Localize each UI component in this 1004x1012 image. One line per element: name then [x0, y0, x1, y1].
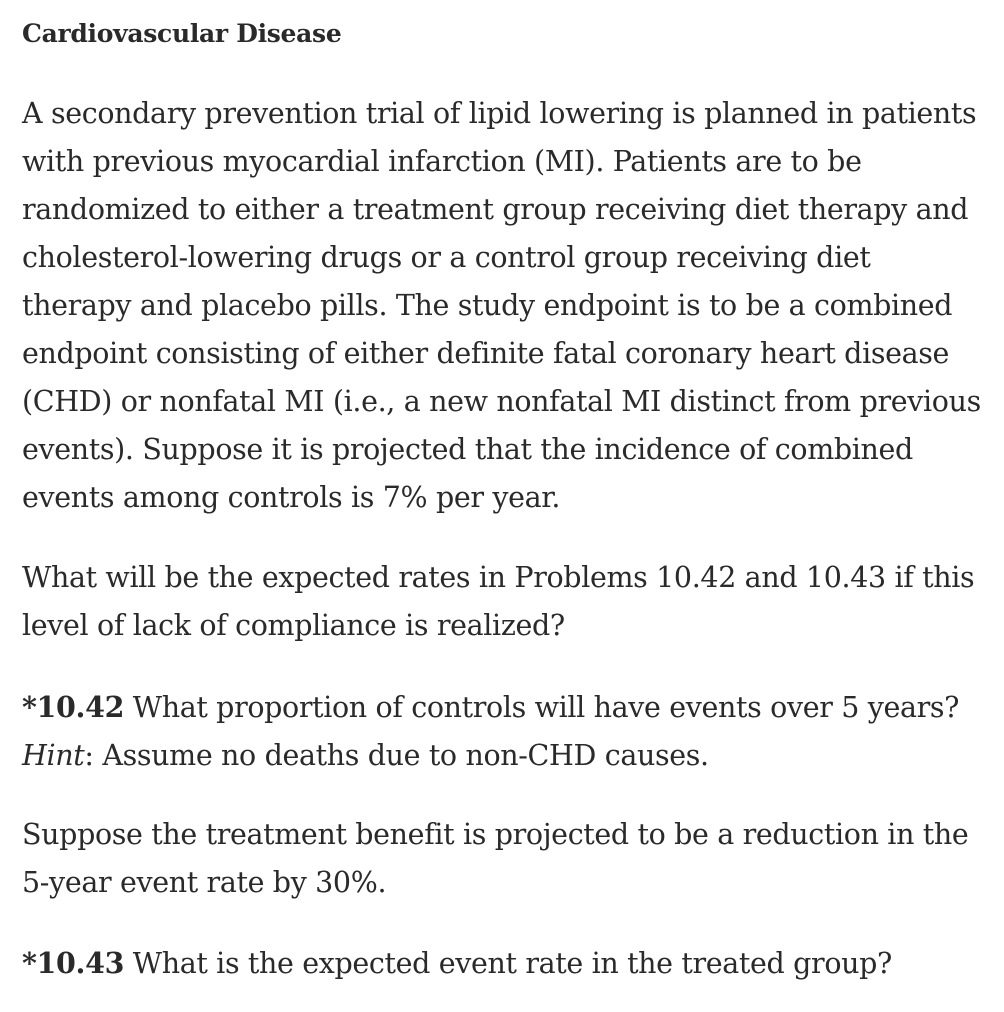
problem-10-43 — [22, 939, 984, 988]
section-heading: Cardiovascular Disease — [22, 19, 342, 48]
question-paragraph: What will be the expected rates in Problems 10.42 and 10.43 if this level of lack of compliance is realized? — [22, 561, 975, 642]
problem-number: *10.43 — [22, 946, 125, 980]
problem-number: *10.42 — [22, 690, 125, 724]
problem-text: What is the expected event rate in the treated group? — [124, 947, 892, 980]
problem-text: What proportion of controls will have events over 5 years? — [124, 691, 960, 724]
hint-text: : Assume no deaths due to non-CHD causes. — [84, 739, 709, 772]
intro-paragraph: A secondary prevention trial of lipid lowering is planned in patients with previous myocardial infarction (MI). Patients are to be randomized to either a treatment group receiving diet therapy and cholesterol-lowering drugs or a control group receiving diet therapy and placebo pills. The study endpoint is to be a combined endpoint consisting of either definite fatal coronary heart disease (CHD) or nonfatal MI (i.e., a new nonfatal MI distinct from previous events). Suppose it is projected that the incidence of combined events among controls is 7% per year. — [22, 97, 981, 514]
assumption-paragraph: Suppose the treatment benefit is projected to be a reduction in the 5-year event rate by 30%. — [22, 818, 969, 899]
problem-10-42 — [22, 683, 984, 780]
hint-label: Hint — [22, 739, 85, 772]
